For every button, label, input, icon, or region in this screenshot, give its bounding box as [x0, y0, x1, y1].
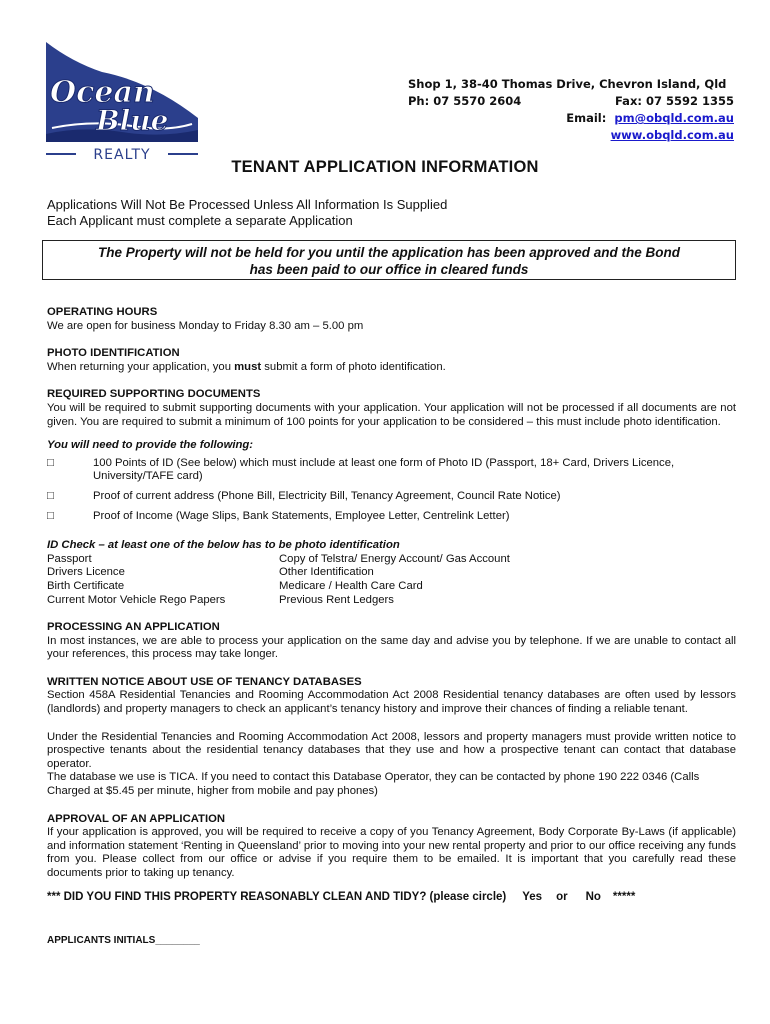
answer-or: or: [556, 890, 568, 903]
checklist-item-text: Proof of current address (Phone Bill, Electricity Bill, Tenancy Agreement, Council Rate Notice): [93, 489, 561, 502]
question-text: *** DID YOU FIND THIS PROPERTY REASONABLY CLEAN AND TIDY? (please circle): [47, 890, 507, 903]
page-title: TENANT APPLICATION INFORMATION: [231, 158, 539, 176]
approval-text: If your application is approved, you will be required to receive a copy of you Tenancy Agreement, Body Corporate By-Laws (if applicable) and information statement ‘Renting in Queensland’ prior to moving into your new rental property and prior to our office receiving any funds from you. Please collect from our office or advise if you require them to be emailed. It is important that you carefully read these documents prior to taking up tenancy.: [47, 826, 736, 879]
logo-word-ocean: Ocean: [50, 75, 155, 110]
id-item: Current Motor Vehicle Rego Papers: [47, 593, 226, 606]
id-item: Medicare / Health Care Card: [279, 579, 423, 592]
supporting-docs-text: You will be required to submit supporting documents with your application. Your application will not be processed if all documents are not given. You are required to submit a minimum of 100 points for your application to be considered – this must include photo identification.: [47, 401, 736, 428]
id-item: Drivers Licence: [47, 566, 125, 579]
checkbox-icon: □: [47, 509, 54, 522]
checkbox-icon: □: [47, 489, 54, 502]
supporting-docs-heading: REQUIRED SUPPORTING DOCUMENTS: [47, 388, 261, 401]
checklist-item-text: Proof of Income (Wage Slips, Bank Statements, Employee Letter, Centrelink Letter): [93, 509, 510, 522]
databases-para-1: Section 458A Residential Tenancies and Rooming Accommodation Act 2008 Residential tenancy databases are often used by lessors (landlords) and property managers to check an applicant’s tenancy history and improve their chances of finding a reliable tenant.: [47, 689, 736, 716]
checklist-item-text: 100 Points of ID (See below) which must include at least one form of Photo ID (Passport, 18+ Card, Drivers Licence, University/TAFE card): [93, 456, 675, 483]
logo-word-realty: REALTY: [93, 147, 151, 163]
photo-id-heading: PHOTO IDENTIFICATION: [47, 347, 180, 360]
provide-heading: You will need to provide the following:: [47, 439, 254, 452]
approval-heading: APPROVAL OF AN APPLICATION: [47, 812, 226, 825]
checklist-item: [47, 457, 736, 484]
checkbox-icon: □: [47, 456, 54, 469]
operating-hours-text: We are open for business Monday to Friday 8.30 am – 5.00 pm: [47, 319, 364, 332]
id-item: Other Identification: [279, 566, 374, 579]
notice-line: has been paid to our office in cleared funds: [249, 262, 529, 277]
intro-line: Applications Will Not Be Processed Unless All Information Is Supplied: [47, 197, 448, 212]
ocean-blue-realty-logo: [42, 42, 202, 164]
phone: Ph: 07 5570 2604: [408, 94, 522, 108]
id-item: Birth Certificate: [47, 579, 125, 592]
photo-id-text: When returning your application, you must submit a form of photo identification.: [47, 360, 446, 373]
notice-line: The Property will not be held for you until the application has been approved and the Bond: [97, 245, 681, 260]
bond-notice-box: [42, 240, 736, 280]
cleanliness-question: [47, 891, 736, 905]
answer-yes[interactable]: Yes: [522, 890, 543, 903]
website-link[interactable]: www.obqld.com.au: [610, 128, 734, 142]
id-item: Previous Rent Ledgers: [279, 593, 394, 606]
databases-para-2: Under the Residential Tenancies and Rooming Accommodation Act 2008, lessors and property managers must provide written notice to prospective tenants about the residential tenancy databases that they use and how a prospective tenant can contact that database operator.: [47, 730, 736, 770]
question-stars: *****: [612, 890, 636, 903]
applicants-initials-field[interactable]: APPLICANTS INITIALS________: [47, 935, 200, 947]
id-check-heading: ID Check – at least one of the below has to be photo identification: [47, 539, 400, 552]
contact-details: [408, 76, 734, 144]
checklist-item: [47, 510, 736, 524]
intro-text: [47, 197, 447, 229]
id-item: Passport: [47, 552, 92, 565]
document-body: [47, 306, 736, 948]
id-item: Copy of Telstra/ Energy Account/ Gas Account: [279, 552, 510, 565]
logo-graphic: [42, 42, 202, 164]
databases-para-3: The database we use is TICA. If you need to contact this Database Operator, they can be contacted by phone 190 222 0346 (Calls Charged at $5.45 per minute, higher from mobile and pay phones): [47, 771, 700, 798]
id-check-list: [47, 553, 736, 607]
databases-heading: WRITTEN NOTICE ABOUT USE OF TENANCY DATABASES: [47, 675, 362, 688]
intro-line: Each Applicant must complete a separate Application: [47, 213, 353, 228]
processing-heading: PROCESSING AN APPLICATION: [47, 621, 220, 634]
answer-no[interactable]: No: [585, 890, 601, 903]
address: Shop 1, 38-40 Thomas Drive, Chevron Island, Qld: [408, 77, 727, 91]
email-link[interactable]: pm@obqld.com.au: [614, 111, 734, 125]
fax: Fax: 07 5592 1355: [615, 94, 734, 108]
processing-text: In most instances, we are able to process your application on the same day and advise you by telephone. If we are unable to contact all your references, this process may take longer.: [47, 634, 736, 661]
email-label: Email:: [566, 111, 607, 125]
checklist-item: [47, 490, 736, 504]
logo-word-blue: Blue: [96, 104, 169, 137]
operating-hours-heading: OPERATING HOURS: [47, 306, 158, 318]
